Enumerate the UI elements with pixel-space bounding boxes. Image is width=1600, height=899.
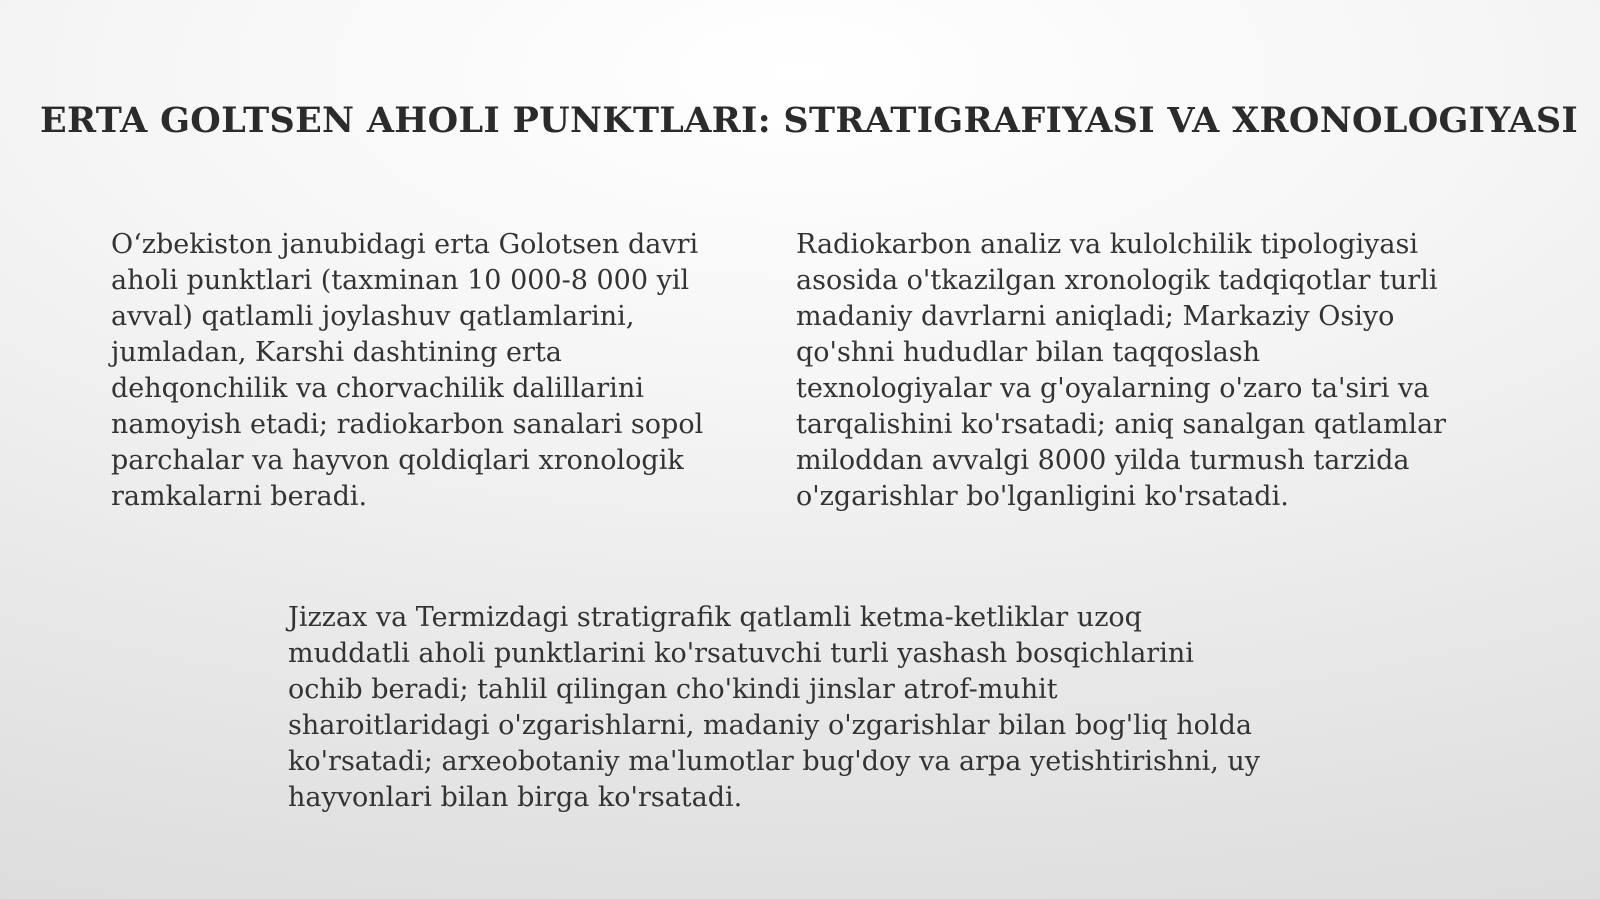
right-text-line: tarqalishini ko'rsatadi; aniq sanalgan qatlamlar xyxy=(796,409,1447,440)
left-text-line: ramkalarni beradi. xyxy=(111,481,368,512)
bottom-text-line: ko'rsatadi; arxeobotaniy ma'lumotlar bug'doy va arpa yetishtirishni, uy xyxy=(288,746,1261,777)
right-text-line: texnologiyalar va g'oyalarning o'zaro ta'siri va xyxy=(796,373,1430,404)
left-text-block xyxy=(111,227,751,515)
right-text-line: o'zgarishlar bo'lganligini ko'rsatadi. xyxy=(796,481,1289,512)
left-text-line: O‘zbekiston janubidagi erta Golotsen davri xyxy=(111,229,699,260)
slide-title: ERTA GOLTSEN AHOLI PUNKTLARI: STRATIGRAFIYASI VA XRONOLOGIYASI xyxy=(40,100,1579,142)
left-text-line: dehqonchilik va chorvachilik dalillarini xyxy=(111,373,644,404)
right-text-line: asosida o'tkazilgan xronologik tadqiqotlar turli xyxy=(796,265,1438,296)
left-text-line: avval) qatlamli joylashuv qatlamlarini, xyxy=(111,301,635,332)
left-text-line: aholi punktlari (taxminan 10 000-8 000 yil xyxy=(111,265,690,296)
bottom-text-line: hayvonlari bilan birga ko'rsatadi. xyxy=(288,782,743,813)
bottom-text-line: Jizzax va Termizdagi stratigrafik qatlamli ketma-ketliklar uzoq xyxy=(288,602,1142,633)
bottom-text-line: muddatli aholi punktlarini ko'rsatuvchi turli yashash bosqichlarini xyxy=(288,638,1194,669)
right-text-line: qo'shni hududlar bilan taqqoslash xyxy=(796,337,1260,368)
bottom-text-line: sharoitlaridagi o'zgarishlarni, madaniy o'zgarishlar bilan bog'liq holda xyxy=(288,710,1252,741)
left-text-line: jumladan, Karshi dashtining erta xyxy=(111,337,562,368)
right-text-line: Radiokarbon analiz va kulolchilik tipologiyasi xyxy=(796,229,1419,260)
left-text-line: parchalar va hayvon qoldiqlari xronologik xyxy=(111,445,684,476)
right-text-block xyxy=(796,227,1496,515)
left-text-line: namoyish etadi; radiokarbon sanalari sopol xyxy=(111,409,704,440)
bottom-text-line: ochib beradi; tahlil qilingan cho'kindi jinslar atrof-muhit xyxy=(288,674,1058,705)
right-text-line: miloddan avvalgi 8000 yilda turmush tarzida xyxy=(796,445,1410,476)
bottom-text-block xyxy=(288,600,1328,816)
right-text-line: madaniy davrlarni aniqladi; Markaziy Osiyo xyxy=(796,301,1395,332)
